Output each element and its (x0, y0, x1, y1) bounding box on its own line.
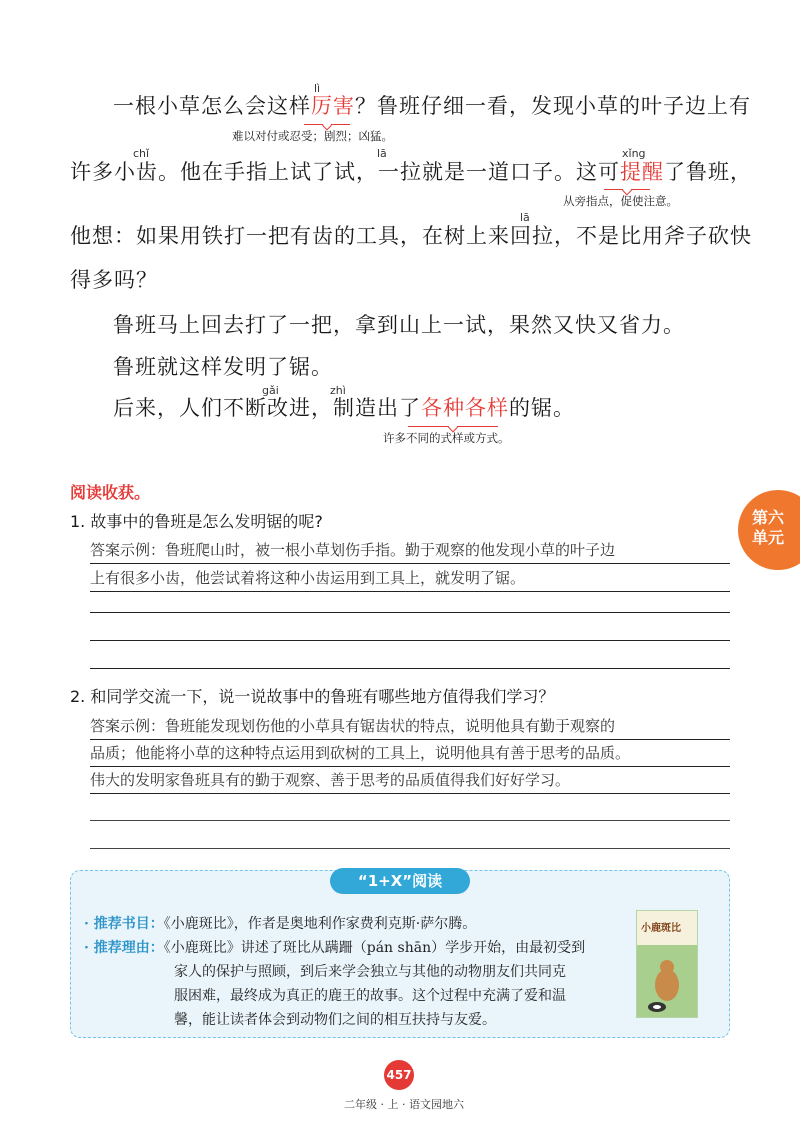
highlight-word-tixing: 提醒 (620, 160, 664, 184)
blank-answer-line (90, 848, 730, 849)
story-paragraph-1 (113, 96, 751, 117)
story-paragraph-3: 他想：如果用铁打一把有齿的工具，在树上来回拉，不是比用斧子砍快 (70, 224, 752, 248)
reason-text: 馨，能让读者体会到动物们之间的相互扶持与友爱。 (174, 1012, 496, 1028)
question-1: 1. 故事中的鲁班是怎么发明锯的呢? (70, 512, 323, 531)
pinyin-li: lì (314, 82, 321, 95)
story-text: ？鲁班仔细一看，发现小草的叶子边上有 (355, 94, 751, 118)
question-2: 2. 和同学交流一下，说一说故事中的鲁班有哪些地方值得我们学习？ (70, 687, 555, 706)
section-title: 阅读收获。 (70, 483, 151, 502)
unit-tab-line-2: 单元 (752, 528, 785, 547)
story-paragraph-6 (113, 398, 575, 419)
blank-answer-line (90, 640, 730, 641)
brace-marker (304, 120, 350, 125)
story-paragraph-4: 鲁班马上回去打了一把，拿到山上一试，果然又快又省力。 (113, 313, 685, 337)
answer-line: 伟大的发明家鲁班具有的勤于观察、善于思考的品质值得我们好好学习。 (90, 767, 730, 794)
recommendation-box-title: “1+X”阅读 (330, 868, 470, 894)
pinyin-la: lā (377, 147, 387, 160)
blank-answer-line (90, 668, 730, 669)
book-cover-image (636, 910, 698, 1018)
recommended-book (84, 913, 476, 933)
gloss-gezhonggeyang: 许多不同的式样或方式。 (383, 431, 510, 445)
story-paragraph-5: 鲁班就这样发明了锯。 (113, 355, 333, 379)
story-text: 许多小齿。他在手指上试了试，一拉就是一道口子。这可 (70, 160, 620, 184)
story-text: 一根小草怎么会这样 (113, 94, 311, 118)
deer-illustration (637, 945, 697, 1017)
answer-line: 品质；他能将小草的这种特点运用到砍树的工具上，说明他具有善于思考的品质。 (90, 740, 730, 767)
story-text: 的锯。 (509, 396, 575, 420)
reason-text: 《小鹿斑比》讲述了斑比从蹒跚（pán shān）学步开始，由最初受到 (163, 940, 586, 956)
answer-line: 答案示例：鲁班爬山时，被一根小草划伤手指。勤于观察的他发现小草的叶子边 (90, 537, 730, 564)
gloss-lihai: 难以对付或忍受；剧烈；凶猛。 (232, 129, 393, 143)
pinyin-chi: chǐ (133, 147, 150, 160)
book-cover-title: 小鹿斑比 (641, 923, 681, 934)
brace-marker (604, 185, 650, 190)
book-text: 《小鹿斑比》，作者是奥地利作家费利克斯·萨尔腾。 (163, 916, 477, 932)
highlight-word-gezhonggeyang: 各种各样 (421, 396, 509, 420)
pinyin-zhi: zhì (330, 384, 346, 397)
story-text: 了鲁班， (664, 160, 752, 184)
answer-line: 答案示例：鲁班能发现划伤他的小草具有锯齿状的特点，说明他具有勤于观察的 (90, 713, 730, 740)
pinyin-la-2: lā (520, 211, 530, 224)
highlight-word-lihai: 厉害 (311, 94, 355, 118)
story-paragraph-2 (70, 162, 752, 183)
story-text: 后来，人们不断改进，制造出了 (113, 396, 421, 420)
unit-tab-line-1: 第六 (752, 508, 785, 527)
footer-text: 二年级 · 上 · 语文园地六 (344, 1098, 464, 1111)
reason-text: 家人的保护与照顾，到后来学会独立与其他的动物朋友们共同克 (174, 964, 566, 980)
reason-text: 服困难，最终成为真正的鹿王的故事。这个过程中充满了爱和温 (174, 988, 566, 1004)
book-label: · 推荐书目： (84, 916, 164, 932)
pinyin-gai: gǎi (262, 384, 279, 397)
story-paragraph-3-end: 得多吗？ (70, 268, 158, 292)
page-number: 457 (384, 1060, 414, 1090)
brace-marker (408, 422, 498, 427)
answer-line: 上有很多小齿，他尝试着将这种小齿运用到工具上，就发明了锯。 (90, 565, 730, 592)
blank-answer-line (90, 820, 730, 821)
blank-answer-line (90, 612, 730, 613)
unit-tab (738, 490, 800, 570)
pinyin-xing: xǐng (622, 147, 646, 160)
recommendation-reason (84, 937, 585, 957)
reason-label: · 推荐理由： (84, 940, 164, 956)
gloss-tixing: 从旁指点，促使注意。 (563, 194, 678, 208)
